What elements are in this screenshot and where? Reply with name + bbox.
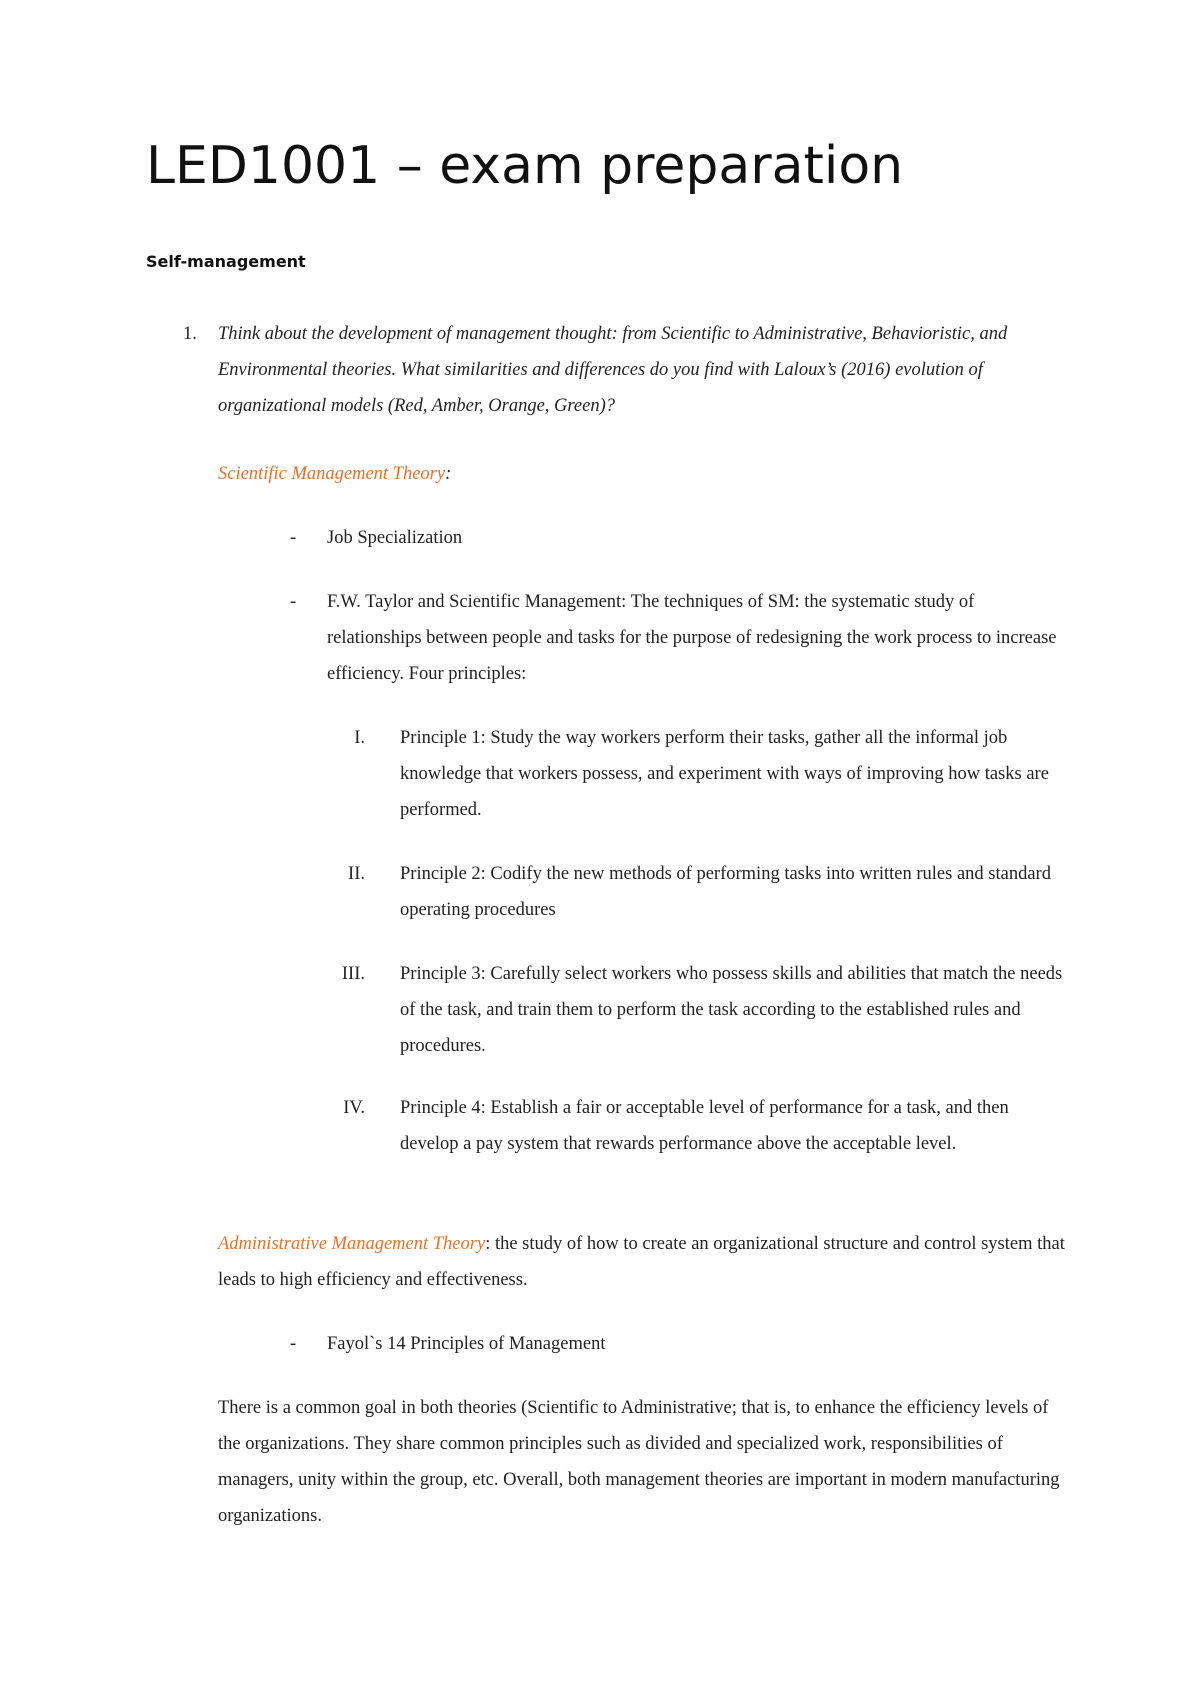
bullet-fayol: Fayol`s 14 Principles of Management [327,1334,606,1354]
scientific-heading: Scientific Management Theory [218,464,446,484]
section-heading: Self-management [146,252,306,271]
principle-2: Principle 2: Codify the new methods of performing tasks into written rules and standard operating procedures [400,864,1051,920]
principle-numeral: II. [348,864,365,884]
principle-1: Principle 1: Study the way workers perform their tasks, gather all the informal job knowledge that workers possess, and experiment with ways of improving how tasks are performed. [400,728,1049,820]
bullet-taylor: F.W. Taylor and Scientific Management: The techniques of SM: the systematic study of relationships between people and tasks for the purpose of redesigning the work process to increase efficiency. Four principles: [327,592,1057,684]
document-title: LED1001 – exam preparation [146,136,904,196]
principle-numeral: IV. [343,1098,365,1118]
principle-3: Principle 3: Carefully select workers who possess skills and abilities that match the needs of the task, and train them to perform the task according to the established rules and procedures. [400,964,1063,1056]
administrative-paragraph [218,1226,1068,1298]
administrative-text: : the study of how to create an organizational structure and control system that leads to high efficiency and effectiveness. [218,1234,1065,1290]
bullet-job-specialization: Job Specialization [327,528,463,548]
principle-4: Principle 4: Establish a fair or acceptable level of performance for a task, and then develop a pay system that rewards performance above the acceptable level. [400,1098,1009,1154]
conclusion-paragraph: There is a common goal in both theories (Scientific to Administrative; that is, to enhance the efficiency levels of the organizations. They share common principles such as divided and specialized work, responsibilities of managers, unity within the group, etc. Overall, both management theories are important in modern manufacturing organizations. [218,1398,1060,1526]
scientific-heading-colon: : [445,464,452,484]
bullet-marker: - [290,1334,297,1354]
administrative-heading: Administrative Management Theory [218,1234,486,1254]
bullet-marker: - [290,592,297,612]
question-number: 1. [183,324,197,344]
bullet-marker: - [290,528,297,548]
question-text: Think about the development of management thought: from Scientific to Administrative, Behavioristic, and Environmental theories. What similarities and differences do you find with Laloux’s (2016) evolution of organizational models (Red, Amber, Orange, Green)? [218,324,1008,416]
principle-numeral: I. [354,728,365,748]
principle-numeral: III. [341,964,365,984]
scientific-heading-line [218,456,451,492]
